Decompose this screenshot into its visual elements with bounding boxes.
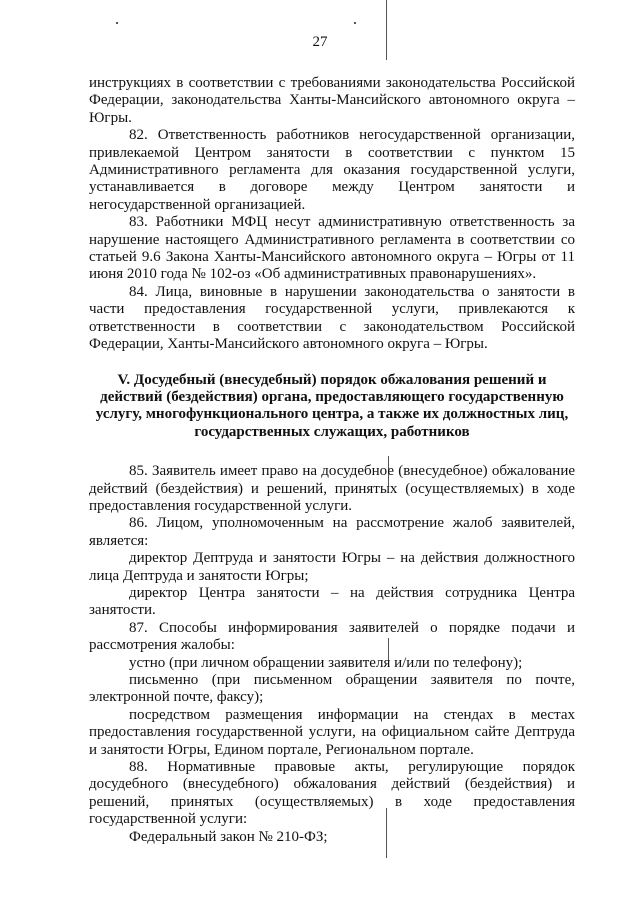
list-item: устно (при личном обращении заявителя и/или по телефону); <box>129 654 523 671</box>
section-heading: V. Досудебный (внесудебный) порядок обжалования решений и действий (бездействия) органа, предоставляющего государственную услугу, многофункционального центра, а также их должностных лиц, государственных служащих, работников <box>95 371 569 440</box>
scan-mark <box>116 22 118 24</box>
scan-mark <box>386 0 387 60</box>
paragraph: директор Дептруда и занятости Югры – на действия должностного лица Дептруда и занятости Югры; <box>89 550 575 584</box>
list-item: посредством размещения информации на стендах в местах предоставления государственной услуги, на официальном сайте Дептруда и занятости Югры, Едином портале, Региональном портале. <box>89 706 575 758</box>
page-number: 27 <box>312 34 328 50</box>
list-item: Федеральный закон № 210-ФЗ; <box>129 828 328 845</box>
paragraph: 87. Способы информирования заявителей о порядке подачи и рассмотрения жалобы: <box>89 619 575 654</box>
scan-mark <box>354 22 356 24</box>
paragraph: 88. Нормативные правовые акты, регулирующие порядок досудебного (внесудебного) обжалования действий (бездействия) и решений, принятых (осуществляемых) в ходе предоставления государственной услуги: <box>89 759 575 828</box>
document-body <box>89 75 575 846</box>
paragraph: 84. Лица, виновные в нарушении законодательства о занятости в части предоставления государственной услуги, привлекаются к ответственности в соответствии с законодательством Российской Федерации, Ханты-Мансийского автономного округа – Югры. <box>89 283 575 353</box>
paragraph: 82. Ответственность работников негосударственной организации, привлекаемой Центром занятости в соответствии с пунктом 15 Административного регламента для оказания государственной услуги, устанавливается в договоре между Центром занятости и негосударственной организацией. <box>89 127 575 213</box>
paragraph: 83. Работники МФЦ несут административную ответственность за нарушение настоящего Административного регламента в соответствии со статьей 9.6 Закона Ханты-Мансийского автономного округа – Югры от 11 июня 2010 года № 102-оз «Об административных правонарушениях». <box>89 214 575 283</box>
paragraph: директор Центра занятости – на действия сотрудника Центра занятости. <box>89 584 575 619</box>
list-item: письменно (при письменном обращении заявителя по почте, электронной почте, факсу); <box>89 672 575 706</box>
paragraph: 86. Лицом, уполномоченным на рассмотрение жалоб заявителей, является: <box>89 515 575 549</box>
paragraph: 85. Заявитель имеет право на досудебное (внесудебное) обжалование действий (бездействия) и решений, принятых (осуществляемых) в ходе предоставления государственной услуги. <box>89 463 575 514</box>
paragraph: инструкциях в соответствии с требованиями законодательства Российской Федерации, законодательства Ханты-Мансийского автономного округа – Югры. <box>89 75 575 126</box>
